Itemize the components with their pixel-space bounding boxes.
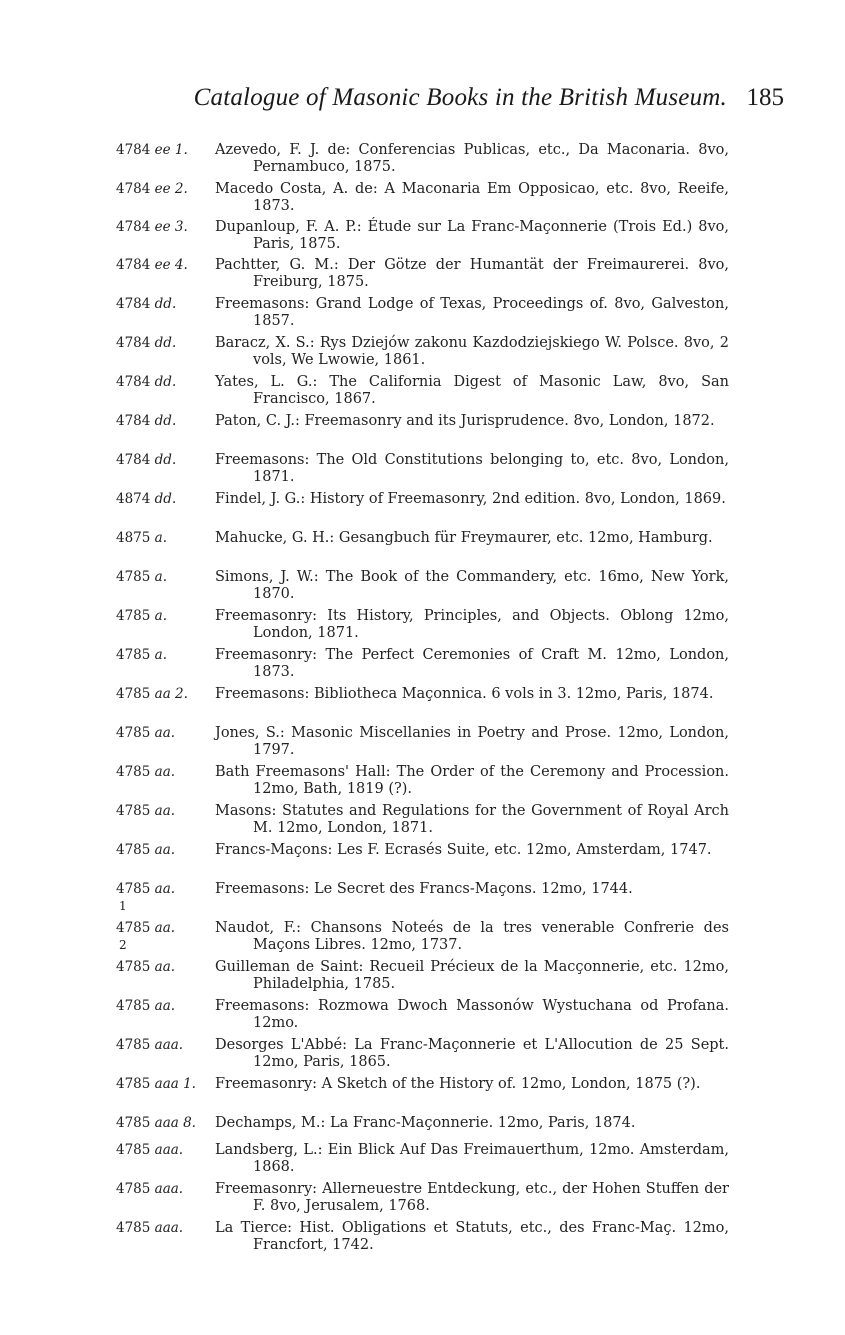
- entry-text: Freemasonry: Its History, Principles, and Objects. Oblong 12mo, London, 1871.: [215, 608, 729, 642]
- shelf-suffix: aa.: [154, 998, 176, 1014]
- shelf-mark: [116, 1115, 196, 1132]
- shelf-mark: [116, 569, 167, 586]
- shelf-number: 4785: [116, 608, 151, 624]
- shelf-number: 4785: [116, 569, 151, 585]
- entry-text: Francs-Maçons: Les F. Ecrasés Suite, etc. 12mo, Amsterdam, 1747.: [215, 842, 712, 858]
- shelf-mark: [116, 647, 167, 664]
- shelf-number: 4785: [116, 647, 151, 663]
- shelf-number: 4784: [116, 142, 151, 158]
- shelf-suffix: aa.: [154, 881, 176, 897]
- shelf-suffix: aa.: [154, 920, 176, 936]
- entry-text: La Tierce: Hist. Obligations et Statuts, etc., des Franc-Maç. 12mo, Francfort, 1742.: [215, 1220, 729, 1254]
- shelf-mark: [116, 257, 188, 274]
- entry-text: Pachtter, G. M.: Der Götze der Humantät der Freimaurerei. 8vo, Freiburg, 1875.: [215, 257, 729, 291]
- shelf-number: 4785: [116, 998, 151, 1014]
- shelf-number: 4785: [116, 881, 151, 897]
- shelf-suffix: aaa.: [154, 1181, 184, 1197]
- shelf-number: 4785: [116, 1115, 151, 1131]
- entry-text: Landsberg, L.: Ein Blick Auf Das Freimauerthum, 12mo. Amsterdam, 1868.: [215, 1142, 729, 1176]
- shelf-suffix: a.: [154, 608, 167, 624]
- shelf-number: 4785: [116, 686, 151, 702]
- entry-text: Naudot, F.: Chansons Noteés de la tres venerable Confrerie des Maçons Libres. 12mo, 1737.: [215, 920, 729, 954]
- shelf-suffix: dd.: [154, 413, 177, 429]
- shelf-mark: [116, 219, 188, 236]
- entry-text: Baracz, X. S.: Rys Dziejów zakonu Kazdodziejskiego W. Polsce. 8vo, 2 vols, We Lwowie, 1861.: [215, 335, 729, 369]
- shelf-suffix: aa.: [154, 764, 176, 780]
- shelf-suffix: aaa 1.: [154, 1076, 196, 1092]
- shelf-suffix: aaa 8.: [154, 1115, 196, 1131]
- shelf-mark: [116, 1037, 183, 1054]
- shelf-mark: [116, 764, 175, 781]
- entry-text: Masons: Statutes and Regulations for the Government of Royal Arch M. 12mo, London, 1871.: [215, 803, 729, 837]
- shelf-number: 4785: [116, 764, 151, 780]
- shelf-suffix: ee 3.: [154, 219, 188, 235]
- shelf-number: 4785: [116, 1142, 151, 1158]
- shelf-suffix: aa.: [154, 803, 176, 819]
- shelf-mark: [116, 374, 176, 391]
- shelf-number: 4784: [116, 257, 151, 273]
- shelf-number: 4784: [116, 374, 151, 390]
- shelf-mark: [116, 1076, 196, 1093]
- shelf-number: 4875: [116, 530, 151, 546]
- shelf-mark: [116, 491, 176, 508]
- shelf-mark: [116, 181, 188, 198]
- shelf-number: 4785: [116, 920, 151, 936]
- entry-text: Freemasonry: The Perfect Ceremonies of Craft M. 12mo, London, 1873.: [215, 647, 729, 681]
- entry-text: Guilleman de Saint: Recueil Précieux de la Macçonnerie, etc. 12mo, Philadelphia, 1785.: [215, 959, 729, 993]
- shelf-suffix: a.: [154, 569, 167, 585]
- entry-text: Freemasons: Grand Lodge of Texas, Proceedings of. 8vo, Galveston, 1857.: [215, 296, 729, 330]
- shelf-number: 4784: [116, 413, 151, 429]
- shelf-suffix: a.: [154, 647, 167, 663]
- entry-text: Yates, L. G.: The California Digest of Masonic Law, 8vo, San Francisco, 1867.: [215, 374, 729, 408]
- shelf-mark: [116, 920, 175, 937]
- shelf-mark: [116, 608, 167, 625]
- shelf-suffix: aa.: [154, 842, 176, 858]
- shelf-suffix: ee 1.: [154, 142, 188, 158]
- shelf-suffix: dd.: [154, 296, 177, 312]
- header-title: Catalogue of Masonic Books in the British Museum.: [193, 84, 727, 111]
- shelf-suffix: aaa.: [154, 1037, 184, 1053]
- entry-text: Dupanloup, F. A. P.: Étude sur La Franc-Maçonnerie (Trois Ed.) 8vo, Paris, 1875.: [215, 219, 729, 253]
- entry-text: Jones, S.: Masonic Miscellanies in Poetry and Prose. 12mo, London, 1797.: [215, 725, 729, 759]
- shelf-mark: [116, 725, 175, 742]
- entry-text: Freemasonry: A Sketch of the History of. 12mo, London, 1875 (?).: [215, 1076, 701, 1092]
- shelf-mark: [116, 1142, 183, 1159]
- entry-text: Freemasons: The Old Constitutions belonging to, etc. 8vo, London, 1871.: [215, 452, 729, 486]
- entry-text: Simons, J. W.: The Book of the Commandery, etc. 16mo, New York, 1870.: [215, 569, 729, 603]
- shelf-subscript: 1: [119, 899, 127, 913]
- shelf-mark: [116, 881, 175, 898]
- entry-text: Freemasonry: Allerneuestre Entdeckung, etc., der Hohen Stuffen der F. 8vo, Jerusalem, 1768.: [215, 1181, 729, 1215]
- shelf-mark: [116, 959, 175, 976]
- shelf-suffix: aa.: [154, 725, 176, 741]
- shelf-suffix: aaa.: [154, 1142, 184, 1158]
- shelf-mark: [116, 803, 175, 820]
- shelf-suffix: dd.: [154, 374, 177, 390]
- entry-text: Freemasons: Rozmowa Dwoch Massonów Wystuchana od Profana. 12mo.: [215, 998, 729, 1032]
- shelf-mark: [116, 998, 175, 1015]
- entry-text: Mahucke, G. H.: Gesangbuch für Freymaurer, etc. 12mo, Hamburg.: [215, 530, 713, 546]
- shelf-mark: [116, 296, 176, 313]
- shelf-subscript: 2: [119, 938, 127, 952]
- shelf-number: 4784: [116, 335, 151, 351]
- entry-text: Azevedo, F. J. de: Conferencias Publicas, etc., Da Maconaria. 8vo, Pernambuco, 1875.: [215, 142, 729, 176]
- shelf-suffix: ee 4.: [154, 257, 188, 273]
- shelf-number: 4785: [116, 803, 151, 819]
- page-number: 185: [746, 84, 784, 111]
- shelf-number: 4784: [116, 219, 151, 235]
- shelf-mark: [116, 842, 175, 859]
- entry-text: Macedo Costa, A. de: A Maconaria Em Opposicao, etc. 8vo, Reeife, 1873.: [215, 181, 729, 215]
- entry-text: Freemasons: Le Secret des Francs-Maçons. 12mo, 1744.: [215, 881, 633, 897]
- shelf-number: 4785: [116, 1037, 151, 1053]
- shelf-suffix: aa 2.: [154, 686, 188, 702]
- entry-text: Dechamps, M.: La Franc-Maçonnerie. 12mo, Paris, 1874.: [215, 1115, 636, 1131]
- shelf-number: 4874: [116, 491, 151, 507]
- shelf-suffix: dd.: [154, 452, 177, 468]
- shelf-mark: [116, 1181, 183, 1198]
- shelf-number: 4785: [116, 725, 151, 741]
- shelf-mark: [116, 452, 176, 469]
- shelf-suffix: ee 2.: [154, 181, 188, 197]
- shelf-number: 4785: [116, 1181, 151, 1197]
- shelf-mark: [116, 413, 176, 430]
- shelf-mark: [116, 1220, 183, 1237]
- shelf-number: 4785: [116, 959, 151, 975]
- shelf-suffix: a.: [154, 530, 167, 546]
- shelf-number: 4785: [116, 842, 151, 858]
- entry-text: Desorges L'Abbé: La Franc-Maçonnerie et L'Allocution de 25 Sept. 12mo, Paris, 1865.: [215, 1037, 729, 1071]
- shelf-number: 4785: [116, 1220, 151, 1236]
- entry-text: Freemasons: Bibliotheca Maçonnica. 6 vols in 3. 12mo, Paris, 1874.: [215, 686, 714, 702]
- shelf-mark: [116, 686, 188, 703]
- shelf-mark: [116, 530, 167, 547]
- shelf-number: 4784: [116, 452, 151, 468]
- shelf-suffix: aa.: [154, 959, 176, 975]
- entry-text: Findel, J. G.: History of Freemasonry, 2nd edition. 8vo, London, 1869.: [215, 491, 726, 507]
- shelf-suffix: dd.: [154, 335, 177, 351]
- shelf-mark: [116, 142, 188, 159]
- entry-text: Bath Freemasons' Hall: The Order of the Ceremony and Procession. 12mo, Bath, 1819 (?).: [215, 764, 729, 798]
- shelf-suffix: dd.: [154, 491, 177, 507]
- entry-text: Paton, C. J.: Freemasonry and its Jurisprudence. 8vo, London, 1872.: [215, 413, 715, 429]
- shelf-mark: [116, 335, 176, 352]
- page-header: [0, 78, 845, 118]
- shelf-number: 4784: [116, 296, 151, 312]
- shelf-number: 4784: [116, 181, 151, 197]
- shelf-suffix: aaa.: [154, 1220, 184, 1236]
- shelf-number: 4785: [116, 1076, 151, 1092]
